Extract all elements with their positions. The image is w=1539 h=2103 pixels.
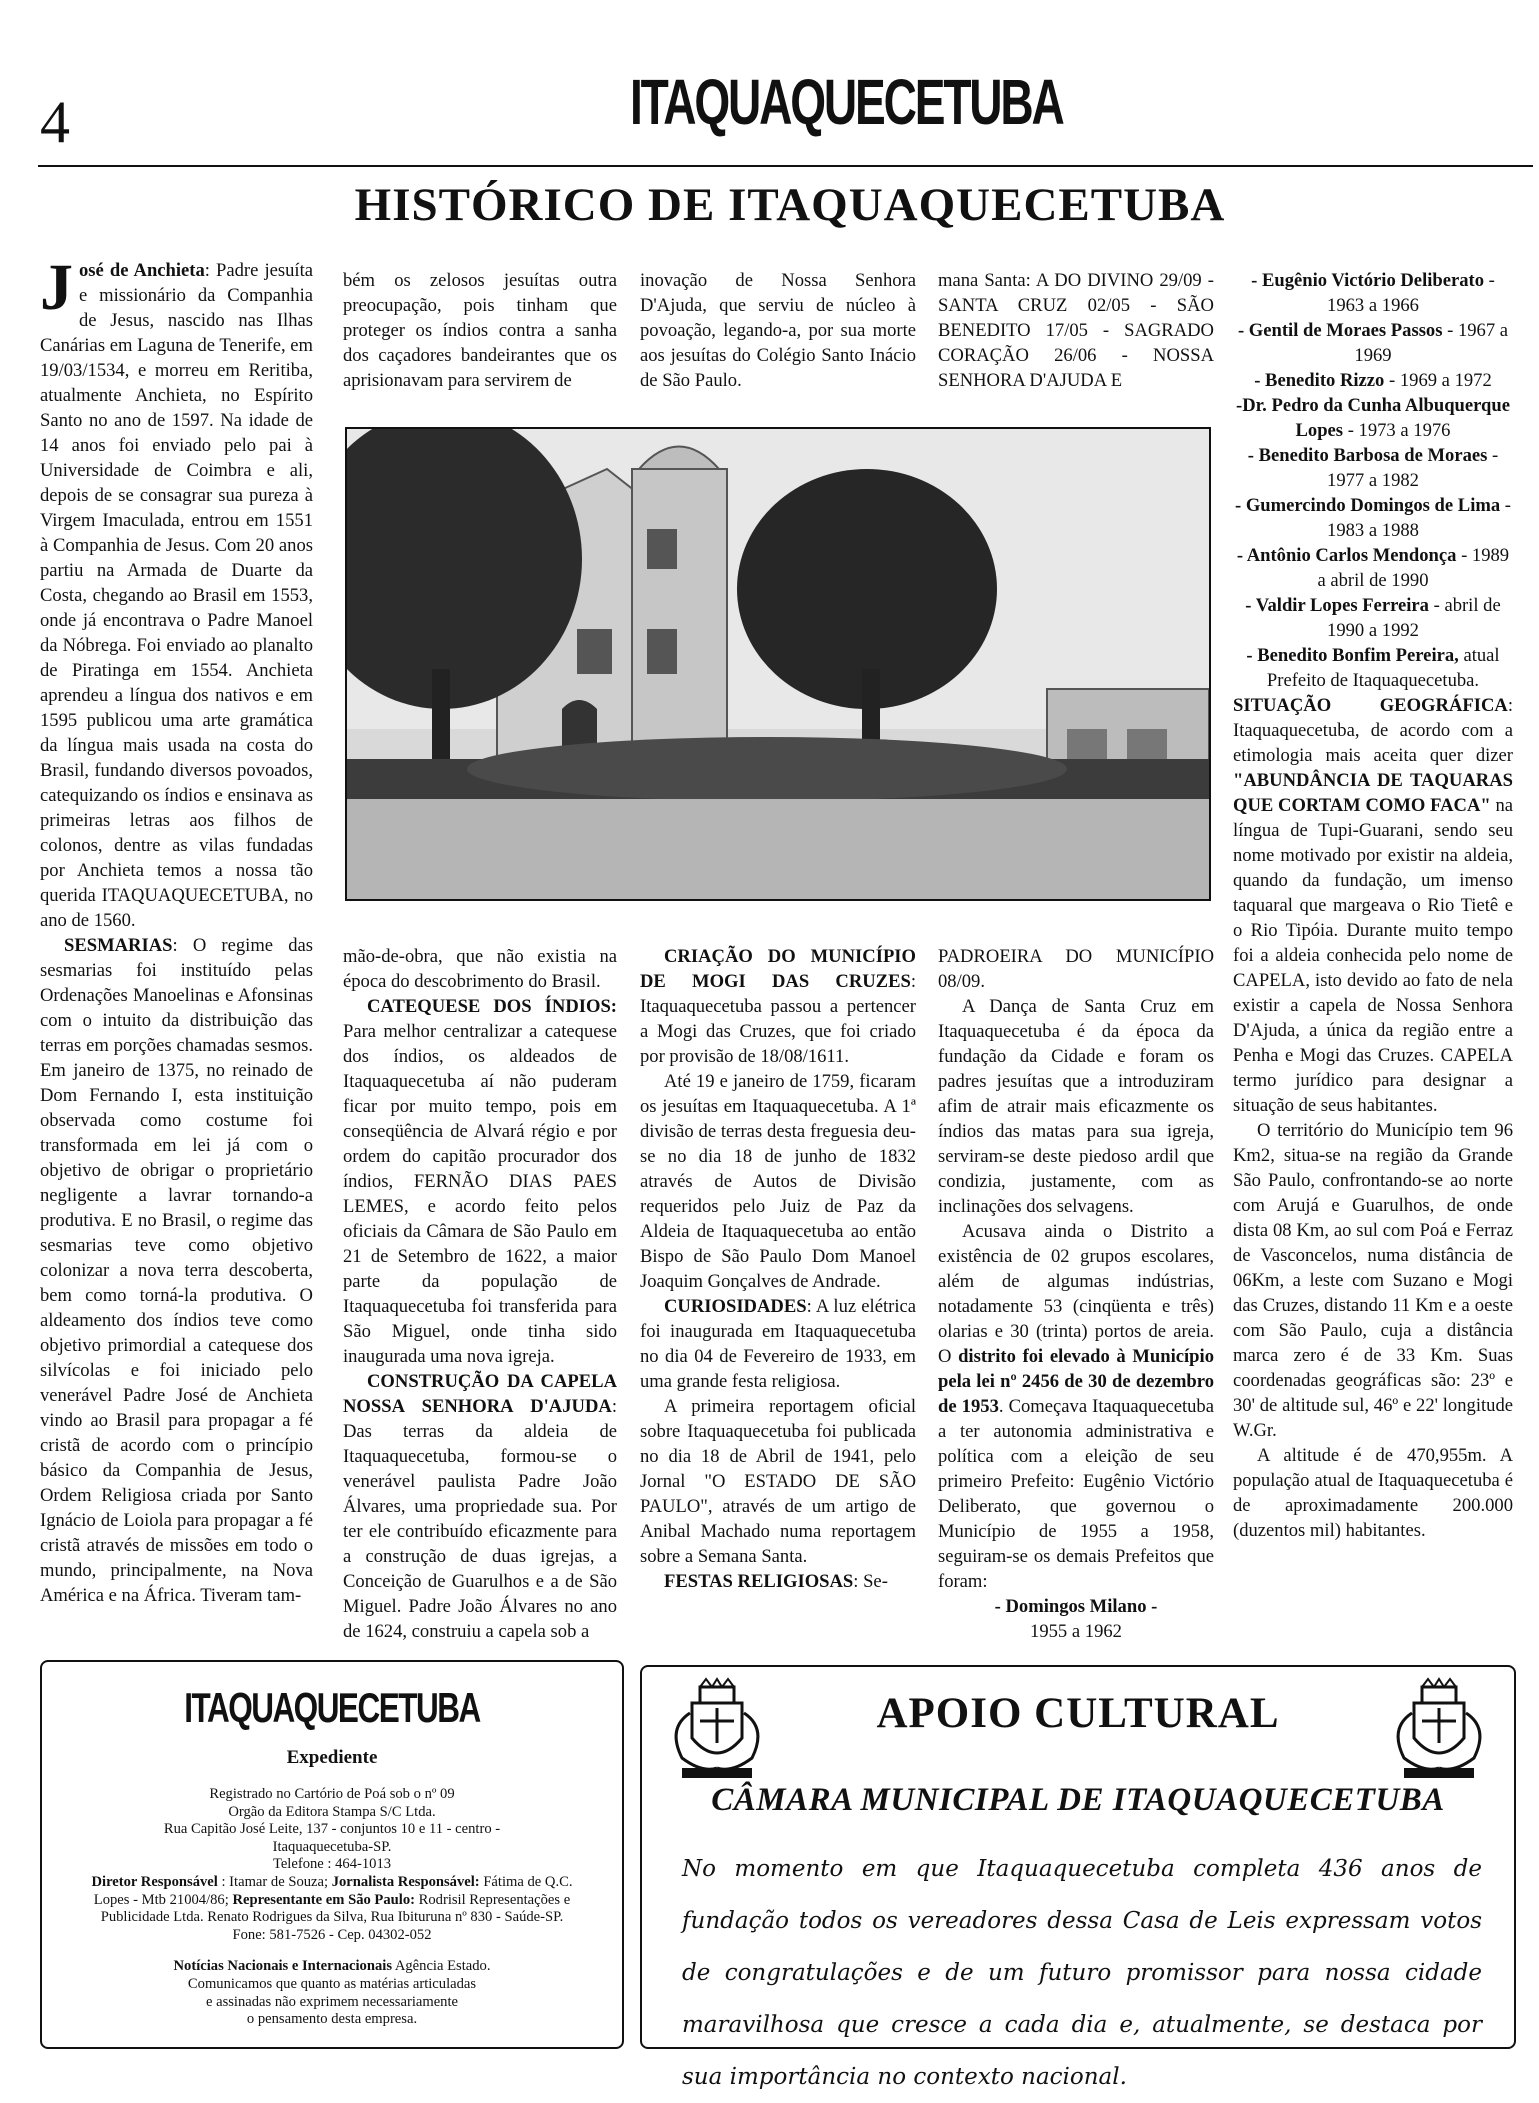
article-column-1 (40, 251, 314, 1608)
col2-top-text: bém os zelosos jesuítas outra preocupação, pois tinham que proteger os índios contra a sanha dos caçadores bandeirantes que os aprisionavam para servirem de (343, 270, 617, 391)
mayor-entry (1233, 393, 1513, 443)
representative-label: Representante em São Paulo: (232, 1891, 415, 1908)
distrito-text-2: . Começava Itaquaquecetuba a ter autonomia administrativa e política com a eleição de seu primeiro Prefeito: Eugênio Victório Deliberato, que governou o Município de 1955 a 1958, seguiram-se os demais Prefeitos que foram: (938, 1396, 1214, 1592)
mayor-entry (1233, 368, 1513, 393)
situacao-meaning: "ABUNDÂNCIA DE TAQUARAS QUE CORTAM COMO FACA" (1233, 770, 1513, 816)
curiosidades-heading: CURIOSIDADES (664, 1296, 807, 1317)
page-number: 4 (40, 89, 70, 155)
mayor-entry (1233, 593, 1513, 643)
curiosidades-text: : A luz elétrica foi inaugurada em Itaquaquecetuba no dia 04 de Fevereiro de 1933, em uma grande festa religiosa. (640, 1296, 916, 1392)
capela-text: : Das terras da aldeia de Itaquaquecetuba, formou-se o venerável paulista Padre João Álvares, uma propriedade sua. Por ter ele contribuído eficazmente para a construção de duas igrejas, a Conceição de Guarulhos e a de São Miguel. Padre João Álvares no ano de 1624, construiu a capela sob a (343, 1396, 617, 1642)
expediente-details (72, 1786, 592, 2029)
mayor-years: - 1973 a 1976 (1343, 420, 1451, 441)
col3-top-text: inovação de Nossa Senhora D'Ajuda, que serviu de núcleo à povoação, legando-a, por sua morte aos jesuítas do Colégio Santo Inácio de São Paulo. (640, 270, 916, 391)
mayor-name: - Benedito Barbosa de Moraes (1247, 445, 1488, 466)
catequese-heading: CATEQUESE DOS ÍNDIOS: (367, 996, 617, 1017)
disclaimer-line: o pensamento desta empresa. (246, 2011, 418, 2028)
mayor-1-name (938, 1594, 1214, 1619)
mayor-list (1233, 268, 1513, 693)
article-column-2-bottom (343, 944, 617, 1644)
journalist-label: Jornalista Responsável: (331, 1873, 480, 1890)
article-headline: HISTÓRICO DE ITAQUAQUECETUBA (354, 179, 1226, 231)
situacao-text-2: na língua de Tupi-Guarani, sendo seu nome motivado por existir na aldeia, quando da fundação, um imenso taquaral que margeava o Rio Tietê e o Rio Tipóia. Durante muito tempo foi a aldeia conhecida pelo nome de CAPELA, isto devido ao fato de nela existir a capela de Nossa Senhora D'Ajuda, a única da região entre a Penha e Mogi das Cruzes. CAPELA termo jurídico para designar a situação de seus habitantes. (1233, 795, 1514, 1116)
expediente-line: Rua Capitão José Leite, 137 - conjuntos 10 e 11 - centro - (163, 1821, 501, 1838)
mayor-entry (1233, 443, 1513, 493)
mayor-years: - 1983 a 1988 (1327, 495, 1511, 541)
masthead: ITAQUAQUECETUBA (630, 66, 1063, 138)
situacao-text-1: : Itaquaquecetuba, de acordo com a etimologia mais aceita quer dizer (1233, 695, 1513, 766)
mayor-entry (1233, 643, 1513, 693)
mayor-years: - 1989 a abril de 1990 (1317, 545, 1510, 591)
col2-bottom-lead: mão-de-obra, que não existia na época do descobrimento do Brasil. (343, 946, 617, 992)
catequese-paragraph (343, 994, 617, 1369)
mayor-years: - 1967 a 1969 (1354, 320, 1509, 366)
mayor-years: - abril de 1990 a 1992 (1327, 595, 1501, 641)
mogi-heading: CRIAÇÃO DO MUNICÍPIO DE MOGI DAS CRUZES (640, 946, 916, 992)
mayor-name: - Benedito Bonfim Pereira, (1246, 645, 1459, 666)
expediente-logo: ITAQUAQUECETUBA (184, 1684, 480, 1731)
article-column-4-top (938, 268, 1214, 393)
territorio-paragraph: O território do Município tem 96 Km2, situa-se na região da Grande São Paulo, confrontando-se ao norte com Arujá e Guarulhos, de onde dista 08 Km, ao sul com Poá e Ferraz de Vasconcelos, numa distância de 06Km, a leste com Suzano e Mogi das Cruzes, distando 11 Km e a oeste com São Paulo, cuja a distância marca zero é de 33 Km. Suas coordenadas geográficas são: 23º e 30' de altitude sul, 46º e 22' longitude W.Gr. (1233, 1120, 1513, 1441)
representative-value: Rodrisil Representações e Publicidade Ltda. Renato Rodrigues da Silva, Rua Ibituruna nº 830 - Saúde-SP. (100, 1891, 571, 1926)
mayor-entry (1233, 318, 1513, 368)
expediente-line: Telefone : 464-1013 (272, 1856, 392, 1873)
disclaimer-line: Comunicamos que quanto as matérias articuladas (187, 1975, 477, 1992)
mogi-paragraph (640, 944, 916, 1069)
mayor-entry (1233, 268, 1513, 318)
catequese-text: Para melhor centralizar a catequese dos índios, os aldeados de Itaquaquecetuba aí não puderam ficar por muito tempo, pois em conseqüência de Alvará régio e por ordem do capitão procurador dos índios, FERNÃO DIAS PAES LEMES, e acordo feito pelos oficiais da Câmara de São Paulo em 21 de Setembro de 1622, a maior parte da população de Itaquaquecetuba foi transferida para São Miguel, onde tinha sido inaugurada uma nova igreja. (343, 1021, 617, 1367)
anchieta-text: : Padre jesuíta e missionário da Companhia de Jesus, nascido nas Ilhas Canárias em Laguna de Tenerife, em 19/03/1534, e morreu em Reritiba, atualmente Anchieta, no Espírito Santo no ano de 1597. Na idade de 14 anos foi enviado pelo pai à Universidade de Coimbra e ali, depois de se consagrar sua pureza à Virgem Imaculada, entrou em 1551 à Companhia de Jesus. Com 20 anos partiu na Armada de Duarte da Costa, chegando ao Brasil em 1553, onde já encontrava o Padre Manoel da Nóbrega. Foi enviado ao planalto de Piratinga em 1554. Anchieta aprendeu a língua dos nativos e em 1595 publicou uma arte gramática da língua mais usada na costa do Brasil, fundando diversos povoados, catequizando os índios e ensinava as primeiras letras aos filhos de colonos, dentre as vilas fundadas por Anchieta temos a nossa tão querida ITAQUAQUECETUBA, no ano de 1560. (40, 260, 314, 931)
expediente-line: Registrado no Cartório de Poá sob o nº 09 (209, 1786, 455, 1802)
article-column-5 (1233, 268, 1513, 1543)
distrito-text-1: Acusava ainda o Distrito a existência de 02 grupos escolares, além de algumas indústrias, notadamente 53 (cinqüenta e três) olarias e 30 (trinta) portos de areia. O (938, 1221, 1214, 1367)
director-label: Diretor Responsável (91, 1873, 218, 1890)
danca-paragraph: A Dança de Santa Cruz em Itaquaquecetuba é da época da fundação da Cidade e foram os padres jesuítas que a introduziram afim de atrair mais eficazmente os índios das matas para sua igreja, serviram-se deste piedoso ardil que condizia, justamente, com as inclinações dos selvagens. (938, 996, 1214, 1217)
expediente-news (72, 1958, 592, 1976)
expediente-line: Itaquaquecetuba-SP. (272, 1838, 392, 1855)
mogi-text: : Itaquaquecetuba passou a pertencer a Mogi das Cruzes, que foi criado por provisão de 18/08/1611. (640, 971, 916, 1067)
situacao-heading: SITUAÇÃO GEOGRÁFICA (1233, 695, 1508, 716)
col4-top-text: mana Santa: A DO DIVINO 29/09 - SANTA CRUZ 02/05 - SÃO BENEDITO 17/05 - SAGRADO CORAÇÃO 26/06 - NOSSA SENHORA D'AJUDA E (938, 270, 1214, 391)
anchieta-heading: osé de Anchieta (79, 260, 205, 281)
mayor-name: - Gumercindo Domingos de Lima (1235, 495, 1501, 516)
congratulations-message: No momento em que Itaquaquecetuba completa 436 anos de fundação todos os vereadores dessa Casa de Leis expressam votos de congratulações e de um futuro promissor para nossa cidade maravilhosa que cresce a cada dia e, atualmente, se destaca por sua importância no contexto nacional. (682, 1856, 1482, 2090)
article-column-4-bottom (938, 944, 1214, 1644)
article-column-3-bottom (640, 944, 916, 1594)
mayor-name: - Gentil de Moraes Passos (1237, 320, 1443, 341)
festas-paragraph (640, 1569, 916, 1594)
mayor-years: atual Prefeito de Itaquaquecetuba. (1266, 645, 1500, 691)
expediente-phone: Fone: 581-7526 - Cep. 04302-052 (232, 1926, 432, 1943)
mayor-name: - Benedito Rizzo (1254, 370, 1385, 391)
camara-municipal-title: CÂMARA MUNICIPAL DE ITAQUAQUECETUBA (711, 1782, 1445, 1818)
expediente-line: Orgão da Editora Stampa S/C Ltda. (228, 1803, 436, 1820)
church-photo-image (347, 429, 1209, 899)
article-column-3-top (640, 268, 916, 393)
mayor-1-name-text: - Domingos Milano - (994, 1596, 1158, 1617)
padroeira-line: PADROEIRA DO MUNICÍPIO 08/09. (938, 946, 1214, 992)
curiosidades-paragraph (640, 1294, 916, 1394)
situacao-paragraph (1233, 693, 1513, 1118)
news-label: Notícias Nacionais e Internacionais (173, 1958, 392, 1975)
mayor-years: - 1969 a 1972 (1384, 370, 1492, 391)
news-value: Agência Estado. (392, 1958, 491, 1975)
header-rule (38, 165, 1533, 167)
director-value: : Itamar de Souza; (217, 1873, 332, 1890)
distrito-paragraph (938, 1219, 1214, 1594)
apoio-cultural-box (640, 1665, 1516, 2090)
mayor-entry (1233, 543, 1513, 593)
sesmarias-text: : O regime das sesmarias foi instituído pelas Ordenações Manoelinas e Afonsinas com o intuito da distribuição das terras em porções chamadas sesmos. Em janeiro de 1375, no reinado de Dom Fernando I, esta instituição observada como costume foi transformada em lei já com o objetivo de obrigar o proprietário negligente a lavrar tornando-a produtiva. E no Brasil, o regime das sesmarias teve como objetivo colonizar a nova terra descoberta, bem como torná-la produtiva. O aldeamento dos índios teve como objetivo primordial a catequese dos silvícolas e foi iniciado pelo venerável Padre José de Anchieta vindo ao Brasil para propagar a fé cristã de acordo com o princípio básico da Companhia de Jesus, Ordem Religiosa criada por Santo Ignácio de Loiola para propagar a fé cristã através de missões em todo o mundo, principalmente, na Nova América e na África. Tiveram tam- (40, 935, 313, 1606)
drop-cap: J (40, 251, 73, 324)
mayor-years: - 1963 a 1966 (1327, 270, 1495, 316)
expediente-staff (72, 1874, 592, 1927)
apoio-cultural-title: APOIO CULTURAL (876, 1690, 1280, 1737)
mayor-name: - Antônio Carlos Mendonça (1236, 545, 1457, 566)
mayor-name: - Valdir Lopes Ferreira (1245, 595, 1429, 616)
disclaimer-line: e assinadas não exprimem necessariamente (205, 1993, 459, 2010)
capela-heading: CONSTRUÇÃO DA CAPELA NOSSA SENHORA D'AJUDA (343, 1371, 617, 1417)
church-photo (345, 427, 1211, 901)
article-column-2-top (343, 268, 617, 393)
sesmarias-heading: SESMARIAS (64, 935, 173, 956)
festas-text: : Se- (853, 1571, 888, 1592)
jesuitas-paragraph: Até 19 e janeiro de 1759, ficaram os jesuítas em Itaquaquecetuba. A 1ª divisão de terras desta freguesia deu-se no dia 18 de junho de 1832 através de Autos de Divisão requeridos pelo Juiz de Paz da Aldeia de Itaquaquecetuba ao então Bispo de São Paulo Dom Manoel Joaquim Gonçalves de Andrade. (640, 1071, 916, 1292)
distrito-bold: distrito foi elevado à Município pela lei nº 2456 de 30 de dezembro de 1953 (938, 1346, 1214, 1417)
anchieta-paragraph (40, 251, 314, 933)
expediente-box (40, 1660, 624, 2049)
mayor-name: -Dr. Pedro da Cunha Albuquerque Lopes (1236, 395, 1510, 441)
mayor-name: - Eugênio Victório Deliberato (1251, 270, 1485, 291)
journalist-value: Fátima de Q.C. Lopes - Mtb 21004/86; (93, 1873, 573, 1908)
expediente-title: Expediente (286, 1747, 378, 1768)
mayor-1-years: 1955 a 1962 (1030, 1621, 1122, 1642)
sesmarias-paragraph (40, 933, 313, 1608)
reportagem-paragraph: A primeira reportagem oficial sobre Itaquaquecetuba foi publicada no dia 18 de Abril de 1941, pelo Jornal "O ESTADO DE SÃO PAULO", através de um artigo de Anibal Machado numa reportagem sobre a Semana Santa. (640, 1396, 916, 1567)
mayor-years: - 1977 a 1982 (1327, 445, 1499, 491)
altitude-paragraph: A altitude é de 470,955m. A população atual de Itaquaquecetuba é de aproximadamente 200.000 (duzentos mil) habitantes. (1233, 1445, 1513, 1541)
capela-paragraph (343, 1369, 617, 1644)
mayor-entry (1233, 493, 1513, 543)
festas-heading: FESTAS RELIGIOSAS (664, 1571, 854, 1592)
